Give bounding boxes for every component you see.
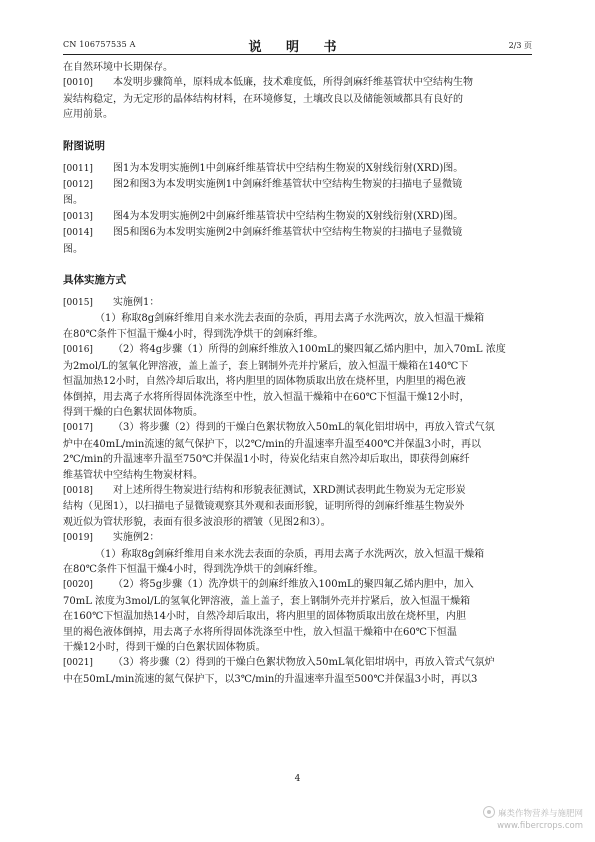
watermark-url: www.fibercrops.com xyxy=(497,821,583,831)
paragraph xyxy=(63,655,531,687)
paragraph-number: [0017] xyxy=(63,423,93,434)
text-line: 在80℃条件下恒温干燥4小时，得到洗净烘干的剑麻纤维。 xyxy=(63,328,324,340)
text-line: （2）将4g步骤（1）所得的剑麻纤维放入100mL的聚四氟乙烯内胆中，加入70mL 浓度 xyxy=(113,344,506,356)
section-heading-embodiments: 具体实施方式 xyxy=(63,274,126,287)
text-line: 图。 xyxy=(63,195,83,207)
text-line: （1）称取8g剑麻纤维用自来水洗去表面的杂质，再用去离子水洗两次，放入恒温干燥箱 xyxy=(95,548,485,560)
paragraph-line xyxy=(63,177,531,193)
paragraph xyxy=(63,209,531,225)
paragraph-line xyxy=(63,594,531,609)
paragraph-number: [0018] xyxy=(63,485,93,496)
paragraph-line xyxy=(63,547,531,562)
text-line: 对上述所得生物炭进行结构和形貌表征测试，XRD测试表明此生物炭为无定形炭 xyxy=(113,484,466,496)
text-line: 70mL 浓度为3mol/L的氢氧化钾溶液，盖上盖子，套上钢制外壳并拧紧后，放入恒温干燥箱 xyxy=(63,595,471,607)
text-line: 图。 xyxy=(63,243,83,255)
paragraph-number: [0021] xyxy=(63,658,93,669)
text-line: 图1为本发明实施例1中剑麻纤维基管状中空结构生物炭的X射线衍射(XRD)图。 xyxy=(113,162,464,174)
paragraph-line xyxy=(63,242,531,257)
paragraph xyxy=(63,295,531,311)
text-line: 恒温加热12小时，自然冷却后取出，将内胆里的固体物质取出放在烧杯里，内胆里的褐色液 xyxy=(63,376,466,388)
section-heading-figures: 附图说明 xyxy=(63,139,105,152)
page-indicator: 2/3 页 xyxy=(508,41,532,50)
paragraph-line xyxy=(63,420,531,436)
paragraph xyxy=(63,225,531,257)
text-line: 为2mol/L的氢氧化钾溶液，盖上盖子，套上钢制外壳并拧紧后，放入恒温干燥箱在140℃下 xyxy=(63,360,469,372)
paragraph-line xyxy=(63,562,531,577)
paragraph-line xyxy=(63,577,531,593)
text-line: 炭结构稳定，为无定形的晶体结构材料，在环境修复，土壤改良以及储能领域都具有良好的 xyxy=(63,93,463,105)
paragraph-line xyxy=(63,483,531,499)
paragraph-line xyxy=(63,609,531,624)
paragraph-line xyxy=(63,295,531,311)
paragraph xyxy=(63,530,531,546)
paragraph-line xyxy=(63,359,531,374)
paragraph-line xyxy=(63,452,531,467)
paragraph-number: [0015] xyxy=(63,298,93,309)
paragraph-line xyxy=(63,437,531,452)
paragraph-number: [0010] xyxy=(63,78,93,89)
paragraph-number: [0020] xyxy=(63,580,93,591)
watermark-site-name: 麻类作物营养与施肥网 xyxy=(497,809,583,819)
paragraph-line xyxy=(63,311,531,326)
text-line: 体倒掉，用去离子水将所得固体洗涤至中性，放入恒温干燥箱中在60℃下恒温干燥12小时， xyxy=(63,391,470,403)
text-line: 本发明步骤简单，原料成本低廉，技术难度低，所得剑麻纤维基管状中空结构生物 xyxy=(113,77,473,89)
figure-descriptions xyxy=(63,161,531,257)
paragraph-line xyxy=(63,468,531,483)
text-line: 2℃/min的升温速率升温至750℃并保温1小时，待炭化结束自然冷却后取出，即获得剑麻纤 xyxy=(63,454,470,466)
text-line: （3）将步骤（2）得到的干燥白色絮状物放入50mL氧化铝坩埚中，再放入管式气氛炉 xyxy=(113,657,495,669)
text-line: 炉中在40mL/min流速的氮气保护下，以2℃/min的升温速率升温至400℃并保温3小时，再以 xyxy=(63,438,482,450)
paragraph-number: [0012] xyxy=(63,180,93,191)
watermark xyxy=(483,806,583,832)
paragraph-line xyxy=(63,390,531,405)
text-line: 里的褐色液体倒掉，用去离子水将所得固体洗涤至中性，放入恒温干燥箱中在60℃下恒温 xyxy=(63,626,457,638)
paragraph-line xyxy=(63,342,531,358)
embodiment-paragraphs xyxy=(63,295,531,687)
text-line: 应用前景。 xyxy=(63,109,113,121)
text-line: 维基管状中空结构生物炭材料。 xyxy=(63,469,203,481)
paragraph xyxy=(63,177,531,209)
text-line: 实施例1： xyxy=(113,297,160,309)
paragraph xyxy=(63,342,531,420)
paragraph xyxy=(63,547,531,578)
paragraph-number: [0016] xyxy=(63,345,93,356)
paragraph-line xyxy=(63,515,531,530)
paragraph-line xyxy=(63,327,531,342)
text-line: 实施例2： xyxy=(113,532,160,544)
text-line: 中在50mL/min流速的氮气保护下，以3℃/min的升温速率升温至500℃并保温3小时，再以3 xyxy=(63,673,478,685)
paragraph-0010 xyxy=(63,75,531,91)
text-line: 图5和图6为本发明实施例2中剑麻纤维基管状中空结构生物炭的扫描电子显微镜 xyxy=(113,227,463,239)
watermark-logo-icon xyxy=(483,806,495,818)
paragraph-line xyxy=(63,161,531,177)
text-line: 干燥12小时，得到干燥的白色絮状固体物质。 xyxy=(63,642,266,653)
paragraph xyxy=(63,577,531,655)
paragraph-number: [0011] xyxy=(63,163,93,174)
document-title: 说 明 书 xyxy=(248,40,347,55)
paragraph-line xyxy=(63,672,531,687)
text-line: （2）将5g步骤（1）洗净烘干的剑麻纤维放入100mL的聚四氟乙烯内胆中，加入 xyxy=(113,579,474,591)
text-line: 结构（见图1），以扫描电子显微镜观察其外观和表面形貌，证明所得的剑麻纤维基生物炭外 xyxy=(63,501,465,513)
text-line: 观近似为管状形貌，表面有很多波浪形的褶皱（见图2和3）。 xyxy=(63,516,331,528)
paragraph-line xyxy=(63,640,531,655)
page-number: 4 xyxy=(294,774,301,784)
paragraph-line xyxy=(63,530,531,546)
page-header xyxy=(63,36,532,55)
text-line: （3）将步骤（2）得到的干燥白色絮状物放入50mL的氧化铝坩埚中，再放入管式气氛 xyxy=(113,422,495,434)
text-line: 在80℃条件下恒温干燥4小时，得到洗净烘干的剑麻纤维。 xyxy=(63,563,324,575)
paragraph-line xyxy=(63,209,531,225)
text-line: 在160℃下恒温加热14小时，自然冷却后取出，将内胆里的固体物质取出放在烧杯里，内胆 xyxy=(63,611,466,623)
paragraph-line xyxy=(63,405,531,420)
text-line: 在自然环境中长期保存。 xyxy=(63,62,173,73)
paragraph-line xyxy=(63,225,531,241)
paragraph-number: [0019] xyxy=(63,533,93,544)
text-line: （1）称取8g剑麻纤维用自来水洗去表面的杂质，再用去离子水洗两次，放入恒温干燥箱 xyxy=(95,313,485,325)
paragraph xyxy=(63,311,531,342)
text-line: 得到干燥的白色絮状固体物质。 xyxy=(63,406,203,418)
publication-number: CN 106757535 A xyxy=(63,40,136,49)
text-line: 图4为本发明实施例2中剑麻纤维基管状中空结构生物炭的X射线衍射(XRD)图。 xyxy=(113,210,464,222)
paragraph-line xyxy=(63,499,531,514)
document-body xyxy=(63,60,531,687)
paragraph-line xyxy=(63,655,531,671)
paragraph-line xyxy=(63,193,531,208)
paragraph xyxy=(63,483,531,530)
paragraph xyxy=(63,420,531,483)
paragraph xyxy=(63,161,531,177)
paragraph-number: [0014] xyxy=(63,228,93,239)
paragraph-number: [0013] xyxy=(63,211,93,222)
paragraph-line xyxy=(63,625,531,640)
text-line: 图2和图3为本发明实施例1中剑麻纤维基管状中空结构生物炭的扫描电子显微镜 xyxy=(113,179,463,191)
paragraph-line xyxy=(63,374,531,389)
